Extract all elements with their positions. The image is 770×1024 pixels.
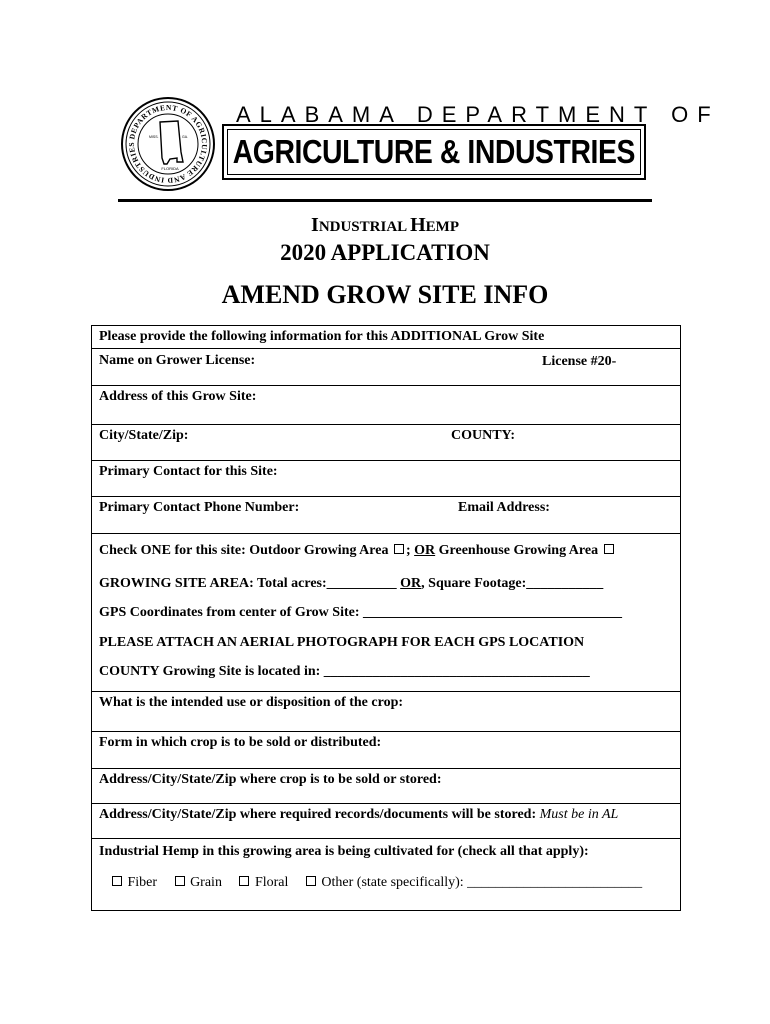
divider (92, 460, 680, 461)
site-type-row: Check ONE for this site: Outdoor Growing Area ; OR Greenhouse Growing Area (99, 543, 616, 559)
sale-address-field[interactable]: Address/City/State/Zip where crop is to be sold or stored: (99, 772, 442, 787)
option-floral[interactable]: Floral (237, 875, 288, 890)
divider (92, 731, 680, 732)
divider (92, 496, 680, 497)
fiber-checkbox[interactable] (112, 876, 122, 886)
primary-contact-field[interactable]: Primary Contact for this Site: (99, 464, 278, 479)
divider (92, 348, 680, 349)
application-year-title: 2020 APPLICATION (280, 240, 490, 265)
divider (92, 385, 680, 386)
grower-name-field[interactable]: Name on Grower License: (99, 353, 256, 368)
divider (92, 838, 680, 839)
option-fiber[interactable]: Fiber (110, 875, 157, 890)
svg-text:MISS.: MISS. (149, 135, 159, 139)
city-state-zip-field[interactable]: City/State/Zip: (99, 428, 189, 443)
program-title: INDUSTRIAL HEMP (311, 214, 459, 236)
grow-site-form (91, 325, 681, 911)
email-field[interactable]: Email Address: (458, 500, 550, 515)
svg-text:FLORIDA: FLORIDA (161, 166, 179, 171)
divider (92, 691, 680, 692)
divider (92, 803, 680, 804)
department-name-box-inner (227, 129, 641, 175)
county-site-field[interactable]: COUNTY Growing Site is located in: ______________________________________ (99, 664, 590, 679)
header-rule (118, 199, 652, 202)
option-other[interactable]: Other (state specifically): _________________________ (304, 875, 642, 890)
greenhouse-checkbox[interactable] (604, 544, 614, 554)
records-address-field[interactable]: Address/City/State/Zip where required records/documents will be stored: Must be in AL (99, 807, 619, 822)
county-field[interactable]: COUNTY: (451, 428, 516, 443)
cultivation-purpose-label: Industrial Hemp in this growing area is being cultivated for (check all that apply): (99, 844, 589, 859)
svg-text:DEPARTMENT OF AGRICULTURE AND: DEPARTMENT OF AGRICULTURE AND INDUSTRIES (126, 102, 210, 186)
license-number-field[interactable]: License #20- (542, 354, 617, 369)
svg-text:GA.: GA. (182, 135, 189, 139)
sale-form-field[interactable]: Form in which crop is to be sold or distributed: (99, 735, 382, 750)
divider (92, 768, 680, 769)
divider (92, 533, 680, 534)
growing-site-area-row[interactable]: GROWING SITE AREA: Total acres:__________ OR, Square Footage:___________ (99, 576, 604, 591)
contact-phone-field[interactable]: Primary Contact Phone Number: (99, 500, 300, 515)
outdoor-checkbox[interactable] (394, 544, 404, 554)
site-address-field[interactable]: Address of this Grow Site: (99, 389, 257, 404)
department-seal-logo (120, 96, 216, 192)
floral-checkbox[interactable] (239, 876, 249, 886)
form-title: AMEND GROW SITE INFO (221, 280, 549, 309)
department-name-line: ALABAMA DEPARTMENT OF (236, 102, 720, 127)
aerial-photo-notice: PLEASE ATTACH AN AERIAL PHOTOGRAPH FOR EACH GPS LOCATION (99, 635, 585, 650)
divider (92, 424, 680, 425)
gps-coordinates-field[interactable]: GPS Coordinates from center of Grow Site: _____________________________________ (99, 605, 623, 620)
option-grain[interactable]: Grain (173, 875, 222, 890)
form-intro: Please provide the following information for this ADDITIONAL Grow Site (99, 329, 545, 344)
grain-checkbox[interactable] (175, 876, 185, 886)
department-main-title: AGRICULTURE & INDUSTRIES (232, 133, 636, 170)
other-checkbox[interactable] (306, 876, 316, 886)
department-name-box (222, 124, 646, 180)
cultivation-options (110, 875, 654, 891)
intended-use-field[interactable]: What is the intended use or disposition of the crop: (99, 695, 404, 710)
